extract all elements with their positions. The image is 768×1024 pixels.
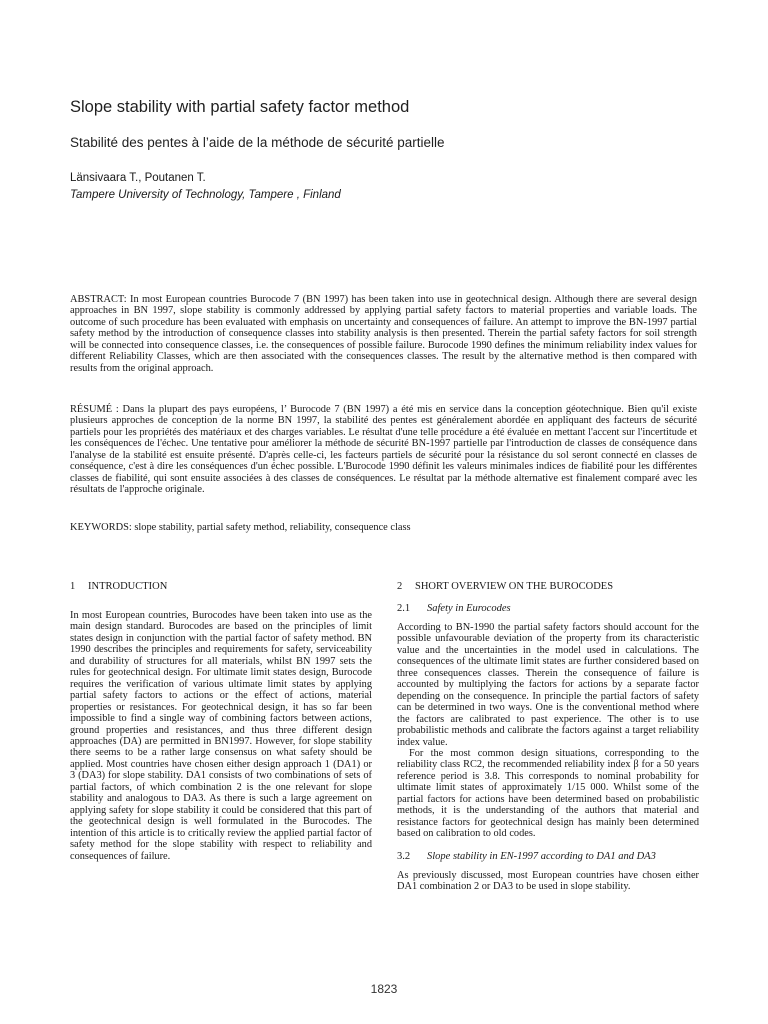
section-1-number: 1: [70, 581, 76, 592]
subsection-2-2-paragraph: As previously discussed, most European countries have chosen either DA1 combination 2 or DA3 to be used in slope stability.: [397, 869, 699, 893]
subsection-2-2-title: Slope stability in EN-1997 according to DA1 and DA3: [427, 850, 656, 862]
paper-title: Slope stability with partial safety factor method: [70, 98, 410, 116]
section-2-title: SHORT OVERVIEW ON THE BUROCODES: [415, 581, 614, 592]
resume-paragraph: RÉSUMÉ : Dans la plupart des pays européens, l’ Burocode 7 (BN 1997) a été mis en service dans la conception géotechnique. Bien qu'il existe plusieurs approches de conception de la norme BN 1997, la stabilité des pentes est généralement abordée en appliquant des facteurs de sécurité partiels pour les propriétés des matériaux et des charges variables. Le résultat d'une telle procédure a été évaluée en mettant l'accent sur l'incertitude et les conséquences de l'échec. Une tentative pour améliorer la méthode de sécurité BN-1997 partielle par l'introduction de classes de conséquence dans l'analyse de la stabilité est ensuite présenté. D'après celle-ci, les facteurs partiels de sécurité pour la résistance du sol seront connecté en classes de conséquence, c'est à dire les conséquences d'un échec possible. L'Burocode 1990 définit les valeurs minimales indices de fiabilité pour les différentes classes de fiabilité, qui sont ensuite associées à des classes de conséquences. Le résultat par la méthode alternative est finalement comparé avec les résultats de l'approche originale.: [70, 404, 697, 496]
section-2-number: 2: [397, 581, 403, 592]
right-column: [397, 580, 699, 893]
page-number: 1823: [370, 982, 398, 996]
authors: Länsivaara T., Poutanen T.: [70, 172, 206, 184]
subsection-2-2-number: 3.2: [397, 850, 411, 862]
paper-subtitle: Stabilité des pentes à l’aide de la méthode de sécurité partielle: [70, 135, 445, 150]
section-1-heading: [70, 580, 372, 594]
affiliation: Tampere University of Technology, Tampere , Finland: [70, 189, 341, 201]
subsection-2-1-paragraph-1: According to BN-1990 the partial safety factors should account for the possible unfavourable deviation of the property from its characteristic value and the uncertainties in the model used in calculations. The consequences of the ultimate limit states are further considered based on three consequences classes. Therein the consequence of failure is accounted by multiplying the factors for actions by a separate factor depending on the consequence. In principle the partial factors of safety can be determined in two ways. One is the conventional method where the factors are calibrated to past experience. The other is to use probabilistic methods and calibrate the factors against a target reliability index value.: [397, 622, 699, 748]
subsection-2-1-number: 2.1: [397, 603, 411, 614]
section-1-paragraph: In most European countries, Burocodes have been taken into use as the main design standard. Burocodes are based on the principles of limit states design in conjunction with the partial factor of safety method. BN 1990 describes the principles and requirements for safety, serviceability and durability of structures for all materials, whilst BN 1997 sets the rules for geotechnical design. For ultimate limit states design, Burocode requires the verification of various ultimate limit states by applying partial safety factors to actions or the effect of actions, material properties or resistances. For geotechnical design, it has so far been impossible to find a single way of combining factors between actions, ground properties and resistances, and thus three different design approaches (DA) are permitted in BN1997. However, for slope stability there seems to be a rather large consensus on what safety should be applied. Most countries have chosen either design approach 1 (DA1) or 3 (DA3) for slope stability. DA1 consists of two combinations of sets of partial factors, of which combination 2 is the one relevant for slope stability and analogous to DA3. As there is such a large agreement on applying safety for slope stability it could be considered that this part of the geotechnical design is well formulated in the Burocodes. The intention of this article is to critically review the applied partial factor of safety method for the slope stability with respect to reliability and consequences of failure.: [70, 610, 372, 862]
subsection-2-1-title: Safety in Eurocodes: [427, 603, 511, 614]
subsection-2-2-heading: [397, 850, 699, 864]
subsection-2-1-heading: [397, 602, 699, 616]
abstract-paragraph: ABSTRACT: In most European countries Burocode 7 (BN 1997) has been taken into use in geotechnical design. Although there are several design approaches in BN 1997, slope stability is commonly addressed by applying partial safety factors to material properties and variable loads. The outcome of such procedure has been evaluated with emphasis on uncertainty and consequences of failure. An attempt to improve the BN-1997 partial safety method by the introduction of consequence classes into stability analysis is then presented. Therein the partial safety factors for soil strength will be connected into consequence classes, i.e. the consequences of possible failure. Burocode 1990 defines the minimum reliability index values for different Reliability Classes, which are then associated with the consequences classes. The result by the alternative method is then compared with results from the original approach.: [70, 294, 697, 374]
keywords-line: KEYWORDS: slope stability, partial safety method, reliability, consequence class: [70, 522, 411, 533]
section-1-title: INTRODUCTION: [88, 581, 168, 592]
left-column: [70, 580, 372, 862]
section-2-heading: [397, 580, 699, 594]
subsection-2-1-paragraph-2: For the most common design situations, corresponding to the reliability class RC2, the recommended reliability index β for a 50 years reference period is 3.8. This corresponds to nominal probability for ultimate limit states of approximately 1/15 000. Whilst some of the partial factors for actions have been determined based on probabilistic methods, it is the understanding of the authors that material and resistance factors for geotechnical design has mainly been determined based on calibration to old codes.: [397, 747, 699, 840]
